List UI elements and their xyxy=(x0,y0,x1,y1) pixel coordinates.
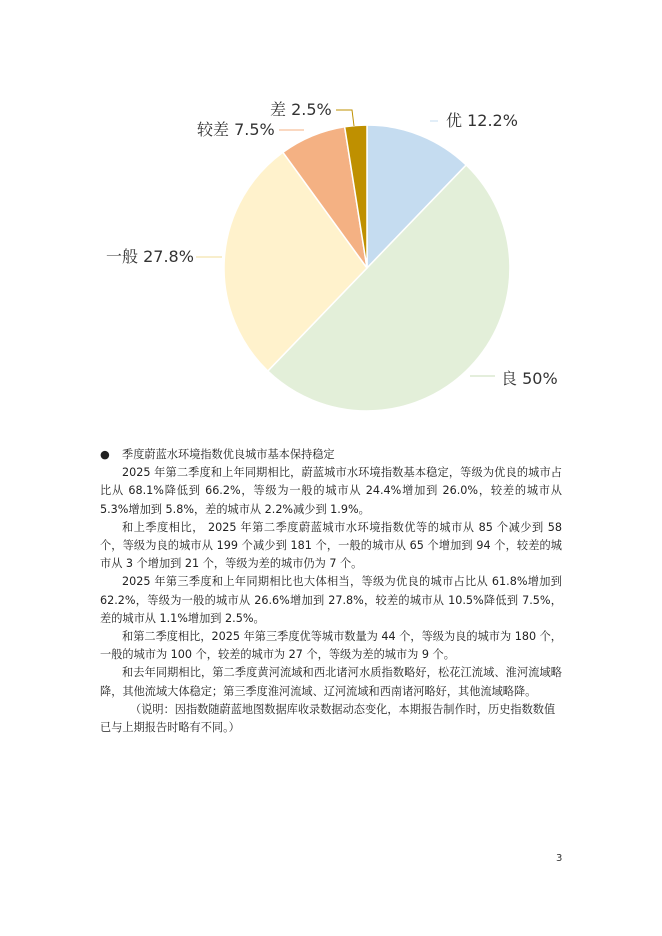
pie-slices xyxy=(224,125,510,411)
paragraph-1: 2025 年第二季度和上年同期相比，蔚蓝城市水环境指数基本稳定，等级为优良的城市占比从 68.1%降低到 66.2%，等级为一般的城市从 24.4%增加到 26.0%，较差的城市从 5.3%增加到 5.8%，差的城市从 2.2%减少到 1.9%。 xyxy=(100,466,562,516)
paragraph-5: 和去年同期相比，第二季度黄河流域和西北诸河水质指数略好，松花江流域、淮河流域略降，其他流域大体稳定；第三季度淮河流域、辽河流域和西南诸河略好，其他流域略降。 xyxy=(100,666,562,698)
bullet-icon: ● xyxy=(100,448,110,461)
page-number: 3 xyxy=(556,853,563,864)
pie-chart xyxy=(0,0,662,440)
section-heading xyxy=(100,446,562,464)
pie-label-yiban: 一般 27.8% xyxy=(106,247,194,266)
paragraph-4: 和第二季度相比，2025 年第三季度优等城市数量为 44 个，等级为良的城市为 180 个，一般的城市为 100 个，较差的城市为 27 个，等级为差的城市为 9 个。 xyxy=(100,630,562,662)
pie-label-you: 优 12.2% xyxy=(446,111,518,130)
section-heading-text: 季度蔚蓝水环境指数优良城市基本保持稳定 xyxy=(122,448,335,461)
pie-label-liang: 良 50% xyxy=(501,369,558,388)
pie-label-jiaocha: 较差 7.5% xyxy=(197,120,275,139)
explanatory-note: （说明：因指数随蔚蓝地图数据库收录数据动态变化，本期报告制作时，历史指数数值已与上期报告时略有不同。） xyxy=(100,702,556,735)
pie-label-cha: 差 2.5% xyxy=(270,100,332,119)
paragraph-3: 2025 年第三季度和上年同期相比也大体相当，等级为优良的城市占比从 61.8%增加到 62.2%，等级为一般的城市从 26.6%增加到 27.8%，较差的城市从 10.5%降低到 7.5%，差的城市从 1.1%增加到 2.5%。 xyxy=(100,575,562,625)
paragraph-2: 和上季度相比， 2025 年第二季度蔚蓝城市水环境指数优等的城市从 85 个减少到 58 个，等级为良的城市从 199 个减少到 181 个，一般的城市从 65 个增加到 94 个，较差的城市从 3 个增加到 21 个，等级为差的城市仍为 7 个。 xyxy=(100,520,562,571)
report-text xyxy=(100,446,562,737)
leader-line-cha xyxy=(336,110,354,126)
